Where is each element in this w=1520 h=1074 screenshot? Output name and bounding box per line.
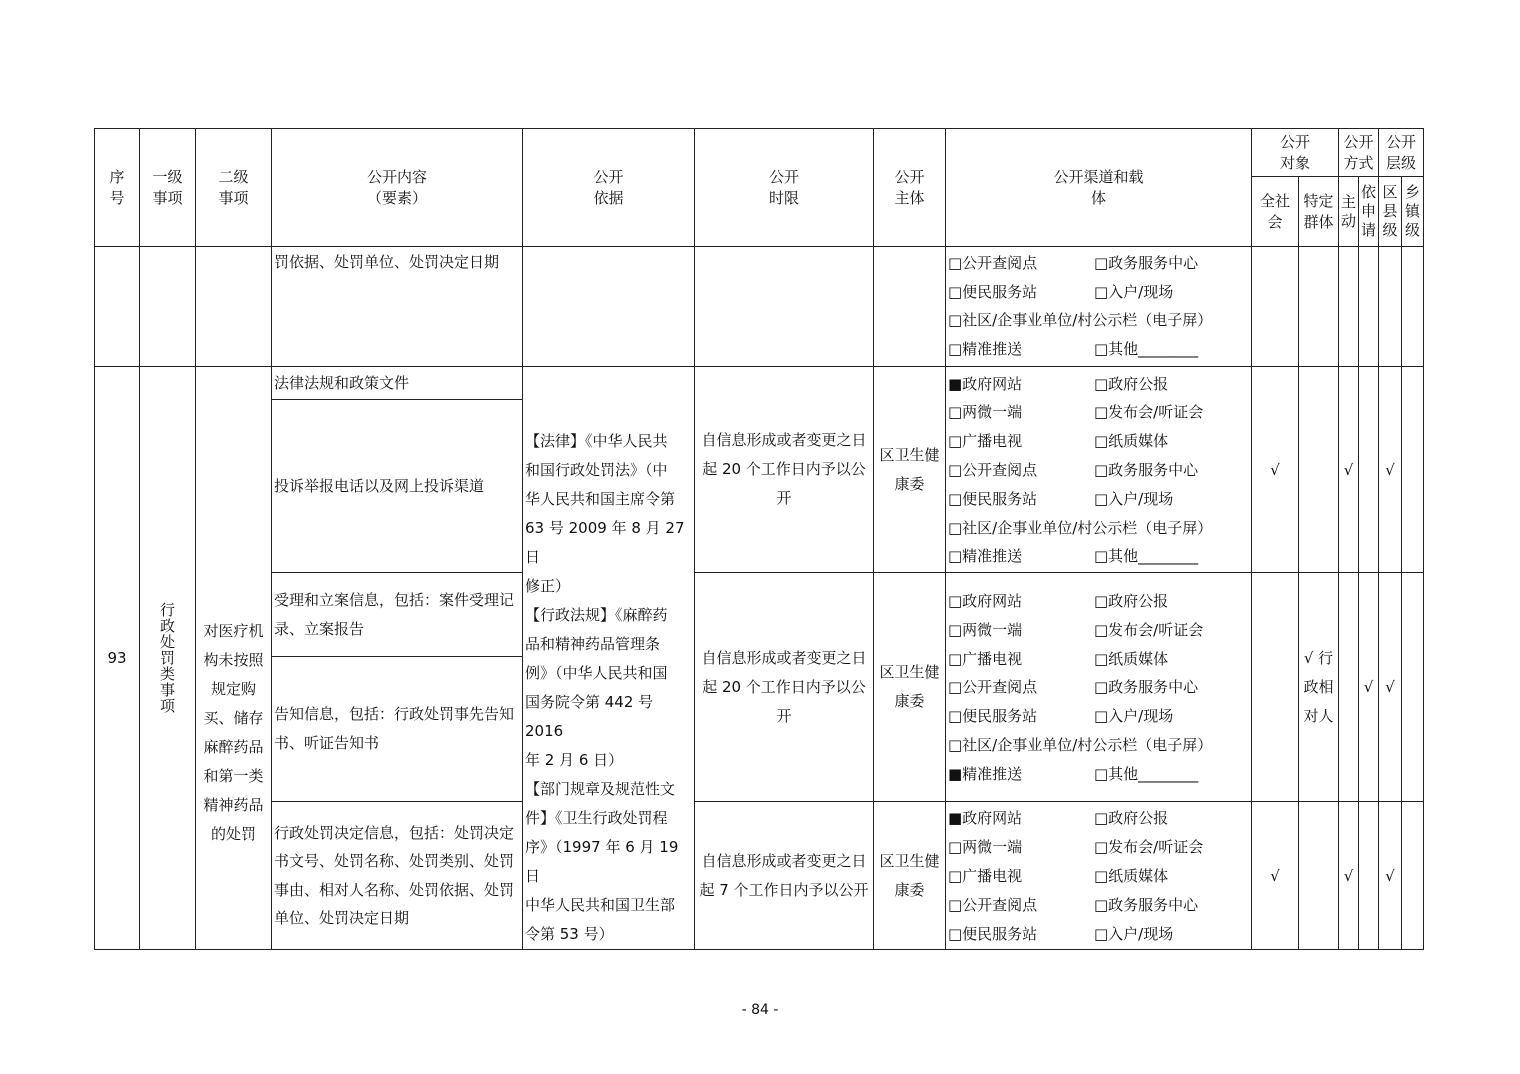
level-district-check: √	[1379, 367, 1402, 573]
channels-cell: □公开查阅点 □政务服务中心 □便民服务站 □入户/现场 □社区/企事业单位/村公示栏（电子屏） □精准推送 □其他________	[946, 247, 1252, 367]
header-method: 公开方式	[1339, 129, 1379, 177]
header-channels: 公开渠道和载体	[946, 129, 1252, 247]
content-cell: 受理和立案信息，包括：案件受理记录、立案报告	[272, 573, 523, 657]
method-apply-check	[1359, 802, 1379, 950]
header-level: 公开层级	[1379, 129, 1424, 177]
content-cell: 罚依据、处罚单位、处罚决定日期	[272, 247, 523, 367]
header-timelimit: 公开时限	[695, 129, 874, 247]
content-cell: 行政处罚决定信息，包括：处罚决定书文号、处罚名称、处罚类别、处罚事由、相对人名称、处罚依据、处罚单位、处罚决定日期	[272, 802, 523, 950]
target-specific-check: √ 行政相对人	[1299, 573, 1339, 802]
target-specific-check	[1299, 802, 1339, 950]
level2-cell: 对医疗机构未按照规定购买、储存麻醉药品和第一类精神药品的处罚	[196, 367, 272, 950]
level1-cell: 行政处罚类事项	[140, 367, 196, 950]
header-level-district: 区县级	[1379, 177, 1402, 247]
table-row	[95, 247, 1424, 367]
target-all-check	[1252, 573, 1299, 802]
level-district-check: √	[1379, 802, 1402, 950]
header-seq: 序号	[95, 129, 140, 247]
channels-cell: ■政府网站 □政府公报 □两微一端 □发布会/听证会 □广播电视 □纸质媒体 □公开查阅点 □政务服务中心 □便民服务站 □入户/现场	[946, 802, 1252, 950]
level-town-check	[1402, 367, 1424, 573]
header-subject: 公开主体	[874, 129, 946, 247]
content-cell: 投诉举报电话以及网上投诉渠道	[272, 400, 523, 573]
content-cell: 告知信息，包括：行政处罚事先告知书、听证告知书	[272, 657, 523, 802]
header-level2: 二级事项	[196, 129, 272, 247]
subject-cell: 区卫生健康委	[874, 367, 946, 573]
timelimit-cell: 自信息形成或者变更之日起 20 个工作日内予以公开	[695, 367, 874, 573]
table-row	[95, 573, 1424, 657]
level-district-check: √	[1379, 573, 1402, 802]
timelimit-cell: 自信息形成或者变更之日起 20 个工作日内予以公开	[695, 573, 874, 802]
method-active-check: √	[1339, 802, 1359, 950]
basis-cell: 【法律】《中华人民共 和国行政处罚法》（中 华人民共和国主席令第 63 号 2009 年 8 月 27 日 修正） 【行政法规】《麻醉药 品和精神药品管理条 例》（中华人民共和国 国务院令第 442 号 2016 年 2 月 6 日） 【部门规章及规范性文 件】《卫生行政处罚程 序》（1997 年 6 月 19 日 中华人民共和国卫生部 令第 53 号）	[523, 367, 695, 950]
header-target: 公开对象	[1252, 129, 1339, 177]
header-method-active: 主动	[1339, 177, 1359, 247]
method-apply-check	[1359, 367, 1379, 573]
header-level1: 一级事项	[140, 129, 196, 247]
method-active-check	[1339, 573, 1359, 802]
content-cell: 法律法规和政策文件	[272, 367, 523, 400]
subject-cell: 区卫生健康委	[874, 573, 946, 802]
page-number: - 84 -	[741, 1002, 779, 1018]
header-target-specific: 特定群体	[1299, 177, 1339, 247]
target-all-check: √	[1252, 802, 1299, 950]
header-method-apply: 依申请	[1359, 177, 1379, 247]
header-content: 公开内容（要素）	[272, 129, 523, 247]
method-active-check: √	[1339, 367, 1359, 573]
timelimit-cell: 自信息形成或者变更之日起 7 个工作日内予以公开	[695, 802, 874, 950]
seq-cell: 93	[95, 367, 140, 950]
target-specific-check	[1299, 367, 1339, 573]
table-row	[95, 802, 1424, 950]
table-row	[95, 367, 1424, 400]
level-town-check	[1402, 802, 1424, 950]
level-town-check	[1402, 573, 1424, 802]
method-apply-check: √	[1359, 573, 1379, 802]
target-all-check: √	[1252, 367, 1299, 573]
header-basis: 公开依据	[523, 129, 695, 247]
channels-cell: □政府网站 □政府公报 □两微一端 □发布会/听证会 □广播电视 □纸质媒体 □公开查阅点 □政务服务中心 □便民服务站 □入户/现场 □社区/企事业单位/村公示栏（电子屏） ■精准推送 □其他________	[946, 573, 1252, 802]
channels-cell: ■政府网站 □政府公报 □两微一端 □发布会/听证会 □广播电视 □纸质媒体 □公开查阅点 □政务服务中心 □便民服务站 □入户/现场 □社区/企事业单位/村公示栏（电子屏） □精准推送 □其他________	[946, 367, 1252, 573]
header-level-town: 乡镇级	[1402, 177, 1424, 247]
subject-cell: 区卫生健康委	[874, 802, 946, 950]
header-target-all: 全社会	[1252, 177, 1299, 247]
disclosure-table	[94, 128, 1424, 950]
